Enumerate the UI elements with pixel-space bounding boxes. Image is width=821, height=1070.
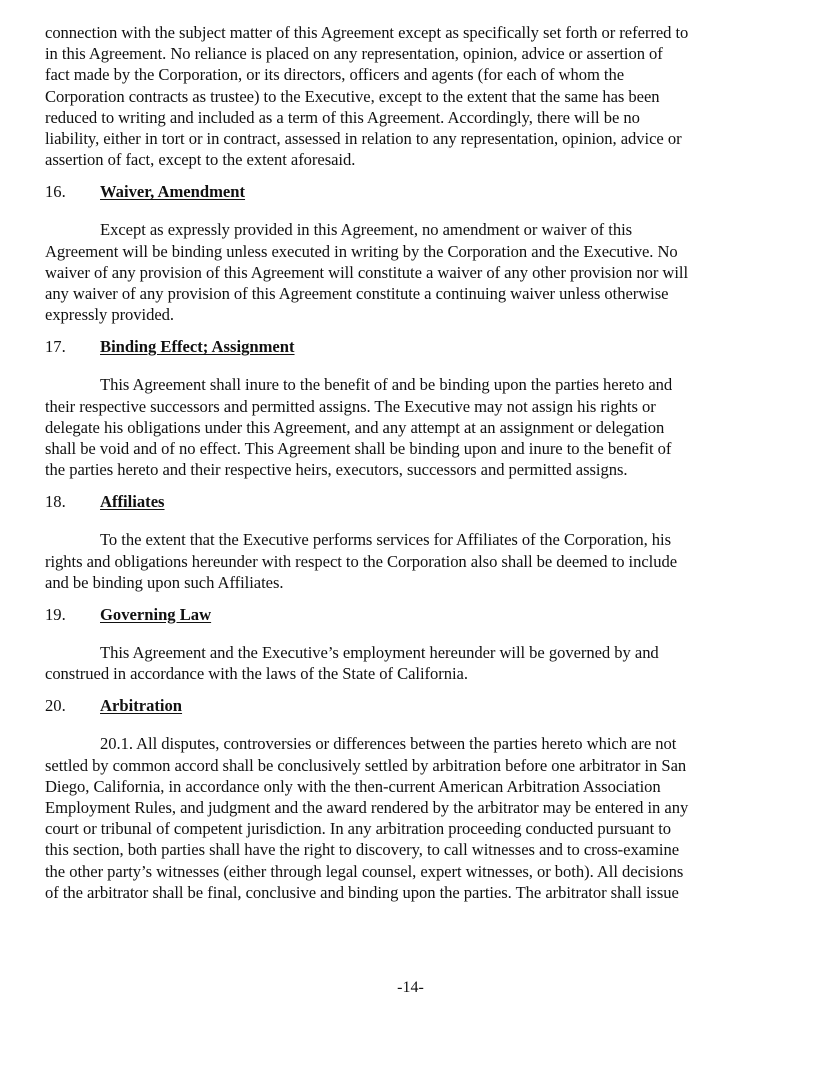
paragraph-line: the other party’s witnesses (either through legal counsel, expert witnesses, or both). All decisions xyxy=(45,861,684,881)
paragraph-line: settled by common accord shall be conclusively settled by arbitration before one arbitrator in San xyxy=(45,755,687,775)
page-number: -14- xyxy=(397,979,424,996)
section-title: Governing Law xyxy=(100,605,212,625)
document-page xyxy=(45,22,775,903)
paragraph-line: rights and obligations hereunder with respect to the Corporation also shall be deemed to include xyxy=(45,551,678,571)
paragraph-line: This Agreement and the Executive’s employment hereunder will be governed by and xyxy=(100,643,659,663)
section-heading-waiver-amendment xyxy=(45,181,775,202)
section-number: 19. xyxy=(45,605,66,625)
paragraph-line: construed in accordance with the laws of the State of California. xyxy=(45,664,468,684)
paragraph-line: court or tribunal of competent jurisdiction. In any arbitration proceeding conducted pursuant to xyxy=(45,819,672,839)
section-number: 20. xyxy=(45,696,66,716)
section-heading-binding-effect-assignment xyxy=(45,336,775,357)
section-paragraph-binding-effect-assignment xyxy=(45,374,775,480)
paragraph-line: delegate his obligations under this Agreement, and any attempt at an assignment or delegation xyxy=(45,417,665,437)
section-paragraph-arbitration xyxy=(45,733,775,903)
paragraph-line: assertion of fact, except to the extent aforesaid. xyxy=(45,150,356,170)
paragraph-line: Except as expressly provided in this Agreement, no amendment or waiver of this xyxy=(100,220,633,240)
paragraph-line: connection with the subject matter of this Agreement except as specifically set forth or referred to xyxy=(45,23,689,42)
section-title: Binding Effect; Assignment xyxy=(100,337,295,357)
paragraph-line: 20.1. All disputes, controversies or differences between the parties hereto which are not xyxy=(100,734,677,754)
paragraph-line: waiver of any provision of this Agreement will constitute a waiver of any other provision nor will xyxy=(45,262,689,282)
paragraph-line: liability, either in tort or in contract, assessed in relation to any representation, opinion, advice or xyxy=(45,129,682,149)
continuation-paragraph xyxy=(45,22,775,170)
paragraph-line: expressly provided. xyxy=(45,305,175,325)
paragraph-line: any waiver of any provision of this Agreement constitute a continuing waiver unless otherwise xyxy=(45,284,669,304)
section-number: 18. xyxy=(45,492,66,512)
paragraph-line: and be binding upon such Affiliates. xyxy=(45,572,284,592)
section-paragraph-waiver-amendment xyxy=(45,219,775,325)
paragraph-line: in this Agreement. No reliance is placed on any representation, opinion, advice or assertion of xyxy=(45,44,663,64)
paragraph-line: of the arbitrator shall be final, conclusive and binding upon the parties. The arbitrator shall issue xyxy=(45,882,679,902)
paragraph-line: reduced to writing and included as a term of this Agreement. Accordingly, there will be no xyxy=(45,107,640,127)
paragraph-line: fact made by the Corporation, or its directors, officers and agents (for each of whom the xyxy=(45,65,625,85)
paragraph-line: this section, both parties shall have the right to discovery, to call witnesses and to cross-examine xyxy=(45,840,680,860)
paragraph-line: Corporation contracts as trustee) to the Executive, except to the extent that the same has been xyxy=(45,86,660,106)
section-heading-affiliates xyxy=(45,491,775,512)
section-number: 16. xyxy=(45,182,66,202)
section-heading-arbitration xyxy=(45,695,775,716)
paragraph-line: This Agreement shall inure to the benefit of and be binding upon the parties hereto and xyxy=(100,375,673,395)
paragraph-line: Agreement will be binding unless executed in writing by the Corporation and the Executive. No xyxy=(45,241,678,261)
section-heading-governing-law xyxy=(45,604,775,625)
section-number: 17. xyxy=(45,337,66,357)
paragraph-line: Diego, California, in accordance only with the then-current American Arbitration Association xyxy=(45,776,661,796)
section-paragraph-governing-law xyxy=(45,642,775,684)
section-title: Arbitration xyxy=(100,696,183,716)
paragraph-line: the parties hereto and their respective heirs, executors, successors and permitted assigns. xyxy=(45,460,628,480)
section-title: Affiliates xyxy=(100,492,165,512)
paragraph-line: Employment Rules, and judgment and the award rendered by the arbitrator may be entered in any xyxy=(45,798,689,818)
paragraph-line: shall be void and of no effect. This Agreement shall be binding upon and inure to the benefit of xyxy=(45,439,672,459)
paragraph-line: To the extent that the Executive performs services for Affiliates of the Corporation, his xyxy=(100,530,672,550)
section-paragraph-affiliates xyxy=(45,529,775,593)
section-title: Waiver, Amendment xyxy=(100,182,246,202)
paragraph-line: their respective successors and permitted assigns. The Executive may not assign his rights or xyxy=(45,396,656,416)
